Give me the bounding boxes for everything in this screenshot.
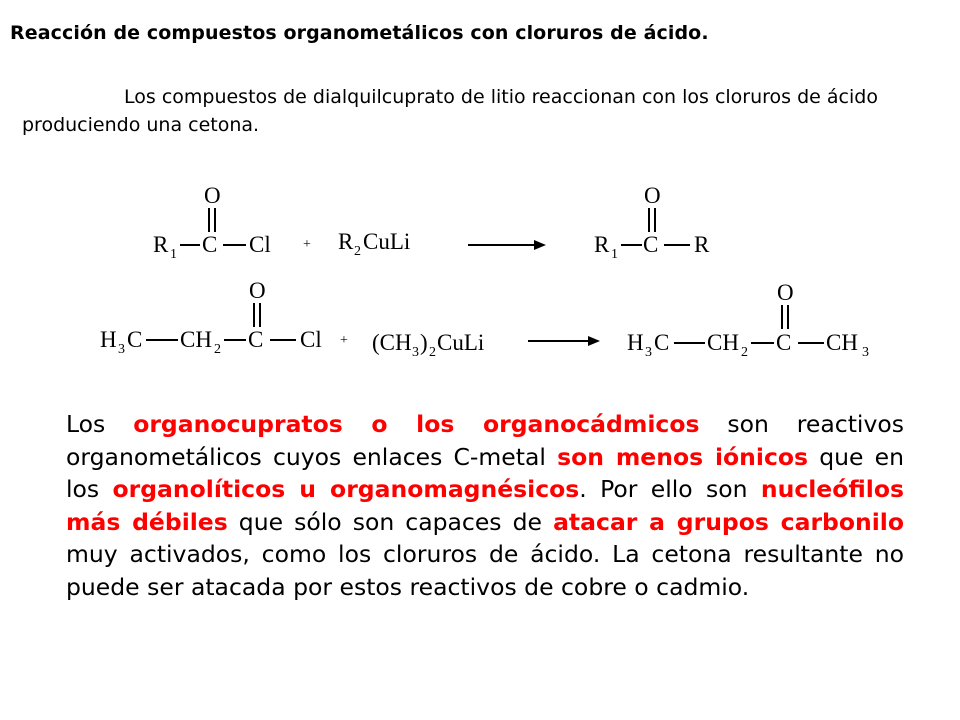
methylene-ch: CH [180, 327, 212, 352]
acyl-oxygen: O [249, 278, 266, 303]
reaction-2 [100, 278, 869, 360]
reaction-arrow-head [534, 240, 546, 250]
reagent-culi: CuLi [363, 229, 411, 254]
product-methyl-ch: CH [826, 330, 858, 355]
carbonyl-oxygen: O [204, 183, 221, 208]
para-text-5: que sólo son capaces de [227, 507, 554, 536]
cuprate-close: ) [420, 330, 428, 355]
highlight-menos-ionicos: son menos iónicos [557, 442, 809, 471]
reagent-r: R [338, 229, 354, 254]
product-methyl-subscript: 3 [862, 345, 869, 360]
cuprate-subscript-2: 2 [429, 345, 436, 360]
chlorine: Cl [249, 232, 271, 257]
ethyl-c: C [127, 327, 143, 352]
product-ethyl-c: C [654, 330, 670, 355]
cuprate-culi: CuLi [437, 330, 485, 355]
r1-subscript: 1 [170, 247, 177, 262]
carbonyl-carbon: C [202, 232, 218, 257]
product-oxygen: O [644, 183, 661, 208]
reaction-arrow-2-head [588, 336, 600, 346]
page-title: Reacción de compuestos organometálicos con cloruros de ácido. [10, 22, 709, 44]
para-text-2: son reactivos organometálicos cuyos enlaces C-metal [66, 410, 904, 471]
product-ketone-carbon: C [776, 330, 792, 355]
product-ethyl-h: H [627, 330, 644, 355]
highlight-nucleofilos: nucleófilos más débiles [66, 475, 904, 536]
explanation-paragraph [66, 408, 904, 603]
product-ketone-oxygen: O [777, 280, 794, 305]
methylene-subscript: 2 [214, 342, 221, 357]
highlight-atacar-carbonilo: atacar a grupos carbonilo [553, 507, 904, 536]
highlight-organocupratos: organocupratos o los organocádmicos [133, 410, 700, 438]
highlight-organoliticos: organolíticos u organomagnésicos [112, 475, 580, 503]
product-carbonyl-carbon: C [643, 232, 659, 257]
reagent-subscript: 2 [354, 244, 361, 259]
acyl-carbon: C [248, 327, 264, 352]
product-r1: R [594, 232, 610, 257]
ethyl-h: H [100, 327, 117, 352]
para-text-3: que en los [66, 442, 905, 503]
cuprate-subscript-1: 3 [412, 345, 419, 360]
cuprate-open: (CH [372, 330, 412, 355]
chlorine-2: Cl [300, 327, 322, 352]
product-ethyl-h-subscript: 3 [645, 345, 652, 360]
ethyl-h-subscript: 3 [118, 342, 125, 357]
intro-sentence: Los compuestos de dialquilcuprato de litio reaccionan con los cloruros de ácido produciendo una cetona. [22, 86, 878, 136]
product-methylene-ch: CH [707, 330, 739, 355]
plus-sign: + [303, 237, 311, 252]
para-text-1: Los [66, 410, 134, 438]
r1-label: R [153, 232, 169, 257]
product-r: R [694, 232, 710, 257]
para-text-4: . Por ello son [579, 475, 761, 503]
para-text-6: muy activados, como los cloruros de ácido. La cetona resultante no puede ser atacada por estos reactivos de cobre o cadmio. [66, 540, 904, 601]
plus-sign-2: + [340, 333, 348, 348]
product-r1-subscript: 1 [611, 247, 618, 262]
reaction-1 [153, 183, 710, 262]
product-methylene-subscript: 2 [741, 345, 748, 360]
